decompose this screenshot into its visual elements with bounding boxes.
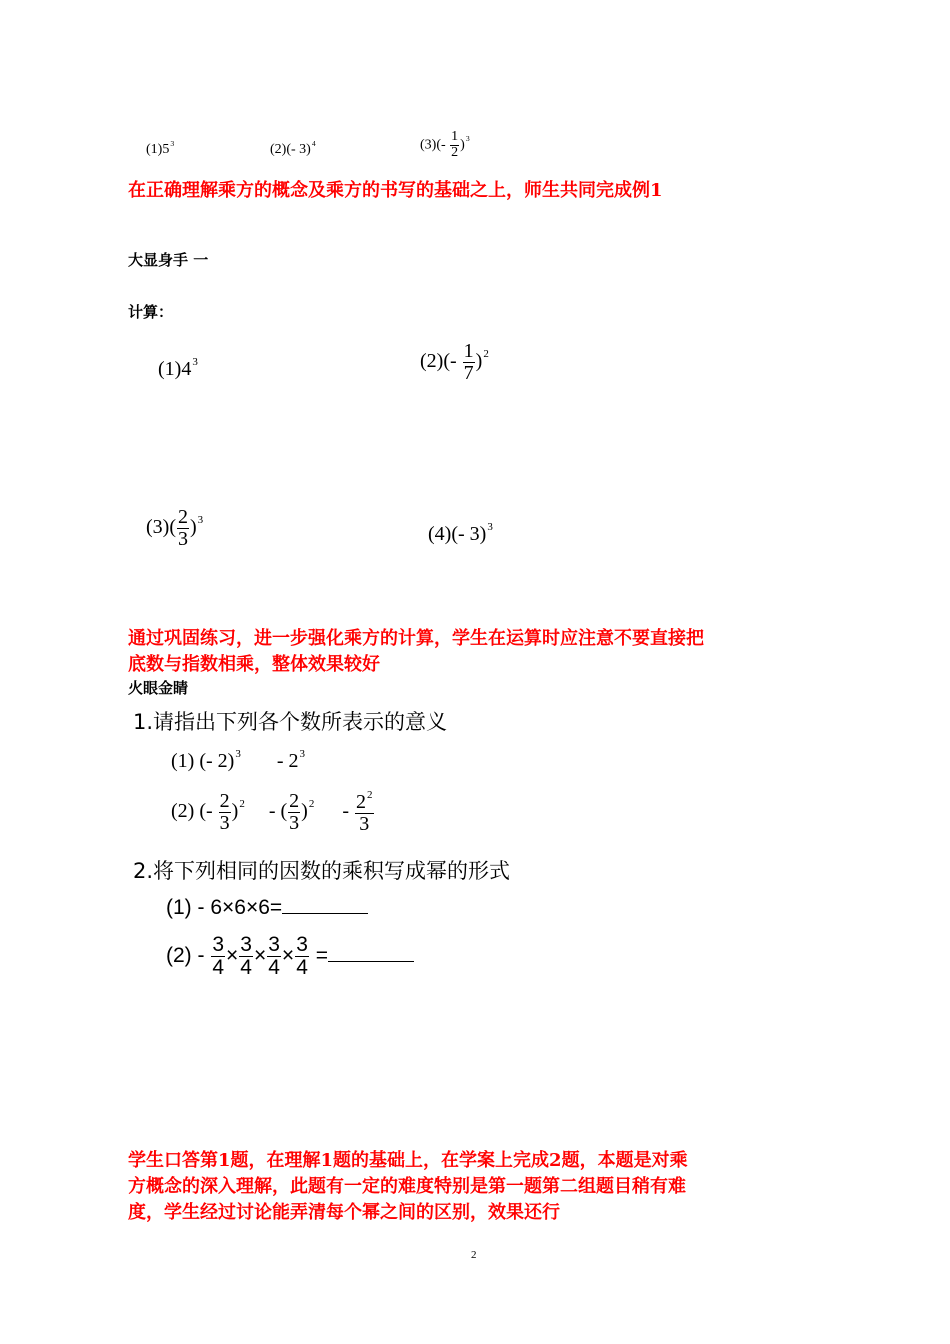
intro-expr-1: $(1)5^3$ — [146, 139, 175, 157]
calc-label: 计算： — [128, 303, 174, 321]
section-title-1: 大显身手 一 — [128, 251, 209, 269]
page-number: 2 — [471, 1249, 477, 1261]
answer-blank-2[interactable] — [328, 943, 414, 962]
answer-blank-1[interactable] — [282, 895, 368, 914]
question-1-part-1: (1) (- $2)^3 - 2^3$ — [171, 748, 305, 772]
teaching-note-3-line-2: 方概念的深入理解，此题有一定的难度特别是第一题第二组题目稍有难 — [128, 1176, 686, 1197]
section-title-2: 火眼金睛 — [128, 679, 189, 697]
question-2-part-2: (2) - $\frac{3}{4}$ × $\frac{3}{4}$ × $\frac{3}{4}$ × $\frac{3}{4}$ = — [166, 934, 414, 979]
teaching-note-3-line-1: 学生口答第1题，在理解1题的基础上，在学案上完成2题，本题是对乘 — [128, 1150, 688, 1171]
calc-item-4: (4)(- 3)$^3$ — [428, 521, 493, 545]
teaching-note-2-line-1: 通过巩固练习，进一步强化乘方的计算，学生在运算时应注意不要直接把 — [128, 628, 704, 649]
teaching-note-1: 在正确理解乘方的概念及乘方的书写的基础之上，师生共同完成例1 — [128, 180, 663, 201]
intro-expr-2: (2)(- 3)$^4$ — [270, 139, 316, 157]
calc-item-1: $(1)4^3$ — [158, 356, 198, 380]
question-1-part-2: (2) (- $\frac{2}{3}$ )$^2$ - ( $\frac{2}{3}$ )$^2$ - $\frac{2^2}{3}$ — [171, 789, 373, 835]
teaching-note-3-line-3: 度，学生经过讨论能弄清每个幂之间的区别，效果还行 — [128, 1202, 560, 1223]
intro-expr-3: (3)(- $\frac{1}{2}$ )$^3$ — [420, 129, 470, 160]
question-1-text: 1.请指出下列各个数所表示的意义 — [133, 710, 448, 734]
calc-item-2: (2)(- $\frac{1}{7}$ )$^2$ — [420, 340, 489, 384]
calc-item-3: (3)( $\frac{2}{3}$ )$^3$ — [146, 506, 204, 550]
question-2-part-1: (1) - 6×6×6= — [166, 895, 368, 920]
teaching-note-2-line-2: 底数与指数相乘，整体效果较好 — [128, 654, 380, 675]
question-2-text: 2.将下列相同的因数的乘积写成幂的形式 — [133, 859, 511, 883]
